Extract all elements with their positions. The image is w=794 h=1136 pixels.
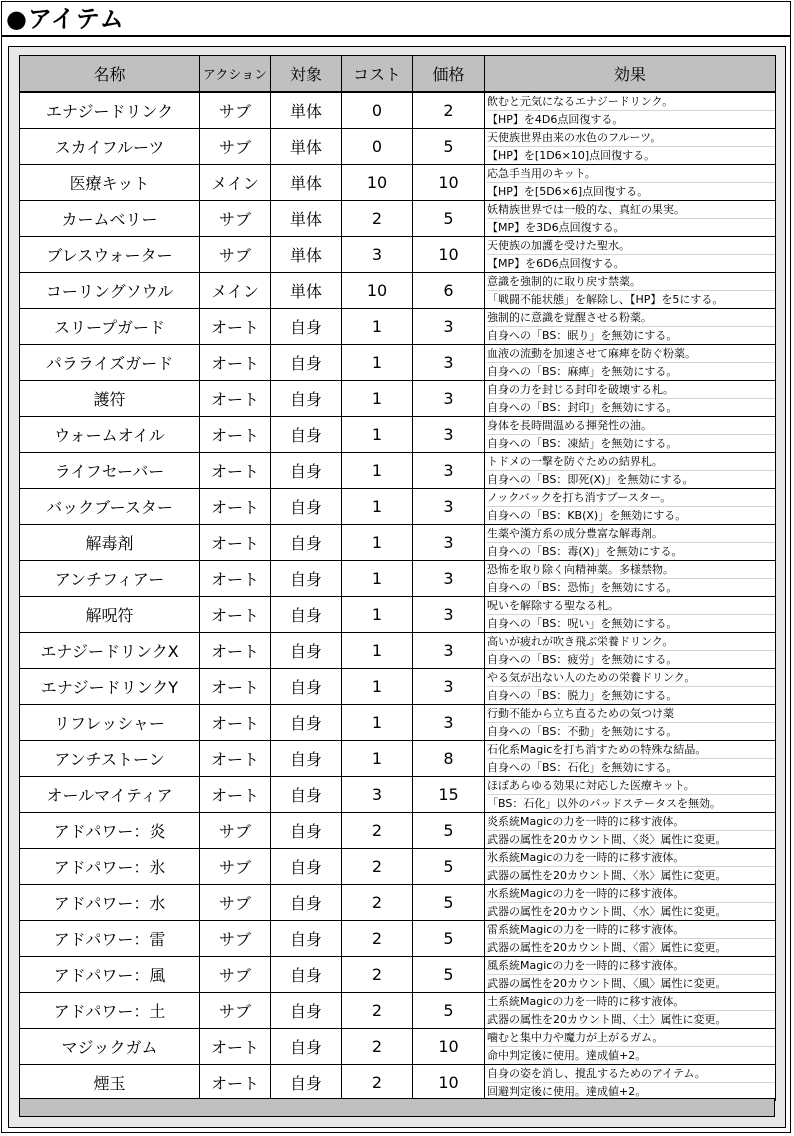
item-target-cell: 自身 xyxy=(271,417,342,453)
item-target-cell: 自身 xyxy=(271,453,342,489)
effect-line: 自身への「BS：脱力」を無効にする。 xyxy=(487,689,678,702)
item-name-cell: エナジードリンクX xyxy=(20,633,200,669)
table-footer-strip xyxy=(19,1098,775,1117)
effect-line: 自身への「BS：KB(X)」を無効にする。 xyxy=(487,509,687,522)
table-row xyxy=(20,489,776,525)
effect-line: 自身への「BS：毒(X)」を無効にする。 xyxy=(487,545,683,558)
item-cost-cell: 2 xyxy=(342,1029,413,1065)
item-cost-cell: 1 xyxy=(342,597,413,633)
item-cost-cell: 1 xyxy=(342,345,413,381)
effect-line: 強制的に意識を覚醒させる粉薬。 xyxy=(487,309,775,327)
item-effect-cell xyxy=(485,921,776,957)
item-target-cell: 自身 xyxy=(271,705,342,741)
item-name-cell: アドパワー：氷 xyxy=(20,849,200,885)
item-cost-cell: 1 xyxy=(342,489,413,525)
item-effect-cell xyxy=(485,669,776,705)
item-target-cell: 自身 xyxy=(271,1065,342,1101)
table-row xyxy=(20,885,776,921)
effect-line: 妖精族世界では一般的な、真紅の果実。 xyxy=(487,201,775,219)
item-price-cell: 5 xyxy=(413,885,485,921)
table-row xyxy=(20,633,776,669)
item-action-cell: オート xyxy=(200,1065,271,1101)
item-target-cell: 自身 xyxy=(271,741,342,777)
page-title: ●アイテム xyxy=(6,5,125,33)
item-action-cell: オート xyxy=(200,777,271,813)
item-target-cell: 単体 xyxy=(271,92,342,129)
item-price-cell: 8 xyxy=(413,741,485,777)
item-price-cell: 5 xyxy=(413,813,485,849)
effect-line: 雷系統Magicの力を一時的に移す液体。 xyxy=(487,921,775,939)
item-target-cell: 自身 xyxy=(271,597,342,633)
item-price-cell: 5 xyxy=(413,129,485,165)
item-name-cell: アドパワー：土 xyxy=(20,993,200,1029)
header-cost: コスト xyxy=(342,56,413,93)
table-row xyxy=(20,273,776,309)
item-price-cell: 3 xyxy=(413,705,485,741)
item-action-cell: オート xyxy=(200,417,271,453)
item-rows xyxy=(20,92,776,1101)
item-target-cell: 単体 xyxy=(271,165,342,201)
effect-line: 自身への「BS：呪い」を無効にする。 xyxy=(487,617,678,630)
effect-line: 生薬や漢方系の成分豊富な解毒剤。 xyxy=(487,525,775,543)
item-cost-cell: 2 xyxy=(342,885,413,921)
item-effect-cell xyxy=(485,597,776,633)
item-price-cell: 5 xyxy=(413,993,485,1029)
header-effect: 効果 xyxy=(485,56,776,93)
item-target-cell: 自身 xyxy=(271,309,342,345)
item-effect-cell xyxy=(485,381,776,417)
item-name-cell: アドパワー：風 xyxy=(20,957,200,993)
item-action-cell: サブ xyxy=(200,993,271,1029)
item-price-cell: 5 xyxy=(413,849,485,885)
effect-line: 自身への「BS：石化」を無効にする。 xyxy=(487,761,678,774)
item-effect-cell xyxy=(485,777,776,813)
effect-line: 自身の姿を消し、撹乱するためのアイテム。 xyxy=(487,1065,775,1083)
item-cost-cell: 2 xyxy=(342,849,413,885)
item-price-cell: 6 xyxy=(413,273,485,309)
table-row xyxy=(20,705,776,741)
effect-line: ノックバックを打ち消すブースター。 xyxy=(487,489,775,507)
item-price-cell: 3 xyxy=(413,669,485,705)
table-row xyxy=(20,813,776,849)
table-row xyxy=(20,92,776,129)
item-cost-cell: 2 xyxy=(342,201,413,237)
item-target-cell: 自身 xyxy=(271,885,342,921)
item-price-cell: 3 xyxy=(413,561,485,597)
effect-line: 恐怖を取り除く向精神薬。多様禁物。 xyxy=(487,561,775,579)
item-cost-cell: 1 xyxy=(342,561,413,597)
item-name-cell: バックブースター xyxy=(20,489,200,525)
effect-line: 【HP】を[5D6×6]点回復する。 xyxy=(487,185,649,198)
effect-line: 天使族の加護を受けた聖水。 xyxy=(487,237,775,255)
item-action-cell: オート xyxy=(200,489,271,525)
item-action-cell: オート xyxy=(200,525,271,561)
effect-line: 【HP】を[1D6×10]点回復する。 xyxy=(487,149,656,162)
item-target-cell: 自身 xyxy=(271,921,342,957)
effect-line: 武器の属性を20カウント間、〈氷〉属性に変更。 xyxy=(487,869,727,882)
table-row xyxy=(20,921,776,957)
effect-line: 自身への「BS：恐怖」を無効にする。 xyxy=(487,581,678,594)
item-target-cell: 単体 xyxy=(271,237,342,273)
table-row xyxy=(20,129,776,165)
title-bar xyxy=(1,1,791,37)
item-action-cell: オート xyxy=(200,309,271,345)
effect-line: 風系統Magicの力を一時的に移す液体。 xyxy=(487,957,775,975)
item-price-cell: 5 xyxy=(413,201,485,237)
item-effect-cell xyxy=(485,309,776,345)
item-effect-cell xyxy=(485,633,776,669)
effect-line: 土系統Magicの力を一時的に移す液体。 xyxy=(487,993,775,1011)
item-target-cell: 自身 xyxy=(271,777,342,813)
item-action-cell: オート xyxy=(200,705,271,741)
item-action-cell: サブ xyxy=(200,201,271,237)
item-effect-cell xyxy=(485,453,776,489)
item-price-cell: 3 xyxy=(413,633,485,669)
effect-line: 噛むと集中力や魔力が上がるガム。 xyxy=(487,1029,775,1047)
table-row xyxy=(20,525,776,561)
item-cost-cell: 2 xyxy=(342,921,413,957)
item-target-cell: 自身 xyxy=(271,381,342,417)
effect-line: 意識を強制的に取り戻す禁薬。 xyxy=(487,273,775,291)
item-action-cell: サブ xyxy=(200,921,271,957)
effect-line: 天使族世界由来の水色のフルーツ。 xyxy=(487,129,775,147)
item-price-cell: 3 xyxy=(413,525,485,561)
item-table xyxy=(19,55,776,1101)
table-row xyxy=(20,1029,776,1065)
item-name-cell: 医療キット xyxy=(20,165,200,201)
header-row xyxy=(20,56,776,93)
item-action-cell: サブ xyxy=(200,92,271,129)
effect-line: 武器の属性を20カウント間、〈雷〉属性に変更。 xyxy=(487,941,727,954)
effect-line: トドメの一撃を防ぐための結界札。 xyxy=(487,453,775,471)
item-name-cell: マジックガム xyxy=(20,1029,200,1065)
header-action: アクション xyxy=(200,56,271,93)
item-price-cell: 2 xyxy=(413,92,485,129)
item-effect-cell xyxy=(485,273,776,309)
item-effect-cell xyxy=(485,1029,776,1065)
item-cost-cell: 3 xyxy=(342,237,413,273)
item-action-cell: サブ xyxy=(200,813,271,849)
table-row xyxy=(20,597,776,633)
item-cost-cell: 10 xyxy=(342,165,413,201)
effect-line: やる気が出ない人のための栄養ドリンク。 xyxy=(487,669,775,687)
header-target: 対象 xyxy=(271,56,342,93)
item-action-cell: サブ xyxy=(200,237,271,273)
item-target-cell: 単体 xyxy=(271,129,342,165)
item-name-cell: カームベリー xyxy=(20,201,200,237)
item-target-cell: 自身 xyxy=(271,813,342,849)
effect-line: 「BS：石化」以外のバッドステータスを無効。 xyxy=(487,797,722,810)
item-effect-cell xyxy=(485,705,776,741)
effect-line: 自身への「BS：凍結」を無効にする。 xyxy=(487,437,678,450)
item-target-cell: 単体 xyxy=(271,201,342,237)
item-target-cell: 自身 xyxy=(271,525,342,561)
item-price-cell: 5 xyxy=(413,921,485,957)
header-price: 価格 xyxy=(413,56,485,93)
item-action-cell: オート xyxy=(200,741,271,777)
table-row xyxy=(20,1065,776,1101)
item-effect-cell xyxy=(485,885,776,921)
item-name-cell: リフレッシャー xyxy=(20,705,200,741)
item-effect-cell xyxy=(485,813,776,849)
effect-line: 石化系Magicを打ち消すための特殊な結晶。 xyxy=(487,741,775,759)
item-effect-cell xyxy=(485,993,776,1029)
item-name-cell: スカイフルーツ xyxy=(20,129,200,165)
item-effect-cell xyxy=(485,957,776,993)
item-price-cell: 3 xyxy=(413,453,485,489)
item-price-cell: 10 xyxy=(413,165,485,201)
effect-line: 自身への「BS：眠り」を無効にする。 xyxy=(487,329,678,342)
item-price-cell: 10 xyxy=(413,237,485,273)
effect-line: 飲むと元気になるエナジードリンク。 xyxy=(487,93,775,111)
effect-line: 行動不能から立ち直るための気つけ薬 xyxy=(487,705,775,723)
item-target-cell: 自身 xyxy=(271,561,342,597)
item-cost-cell: 10 xyxy=(342,273,413,309)
item-target-cell: 自身 xyxy=(271,993,342,1029)
item-effect-cell xyxy=(485,237,776,273)
effect-line: 「戦闘不能状態」を解除し、【HP】を5にする。 xyxy=(487,293,724,306)
table-row xyxy=(20,993,776,1029)
item-price-cell: 3 xyxy=(413,309,485,345)
item-name-cell: アドパワー：炎 xyxy=(20,813,200,849)
item-action-cell: オート xyxy=(200,453,271,489)
effect-line: 氷系統Magicの力を一時的に移す液体。 xyxy=(487,849,775,867)
effect-line: 【MP】を6D6点回復する。 xyxy=(487,257,625,270)
item-effect-cell xyxy=(485,741,776,777)
effect-line: 自身への「BS：不動」を無効にする。 xyxy=(487,725,678,738)
item-effect-cell xyxy=(485,489,776,525)
item-price-cell: 15 xyxy=(413,777,485,813)
item-name-cell: コーリングソウル xyxy=(20,273,200,309)
item-effect-cell xyxy=(485,849,776,885)
item-name-cell: アドパワー：雷 xyxy=(20,921,200,957)
item-target-cell: 自身 xyxy=(271,489,342,525)
effect-line: 武器の属性を20カウント間、〈土〉属性に変更。 xyxy=(487,1013,727,1026)
header-name: 名称 xyxy=(20,56,200,93)
item-cost-cell: 2 xyxy=(342,957,413,993)
item-cost-cell: 1 xyxy=(342,381,413,417)
table-row xyxy=(20,777,776,813)
item-cost-cell: 0 xyxy=(342,92,413,129)
item-name-cell: スリープガード xyxy=(20,309,200,345)
effect-line: 高いが疲れが吹き飛ぶ栄養ドリンク。 xyxy=(487,633,775,651)
item-effect-cell xyxy=(485,165,776,201)
item-action-cell: オート xyxy=(200,345,271,381)
item-name-cell: アンチフィアー xyxy=(20,561,200,597)
item-cost-cell: 3 xyxy=(342,777,413,813)
effect-line: 武器の属性を20カウント間、〈水〉属性に変更。 xyxy=(487,905,727,918)
item-cost-cell: 1 xyxy=(342,669,413,705)
item-action-cell: サブ xyxy=(200,885,271,921)
item-name-cell: 護符 xyxy=(20,381,200,417)
item-name-cell: エナジードリンク xyxy=(20,92,200,129)
effect-line: 自身への「BS：疲労」を無効にする。 xyxy=(487,653,678,666)
item-action-cell: サブ xyxy=(200,849,271,885)
item-cost-cell: 2 xyxy=(342,993,413,1029)
effect-line: 【HP】を4D6点回復する。 xyxy=(487,113,624,126)
effect-line: 【MP】を3D6点回復する。 xyxy=(487,221,625,234)
item-name-cell: パラライズガード xyxy=(20,345,200,381)
effect-line: 呪いを解除する聖なる札。 xyxy=(487,597,775,615)
table-row xyxy=(20,309,776,345)
item-cost-cell: 1 xyxy=(342,633,413,669)
item-name-cell: アンチストーン xyxy=(20,741,200,777)
effect-line: ほぼあらゆる効果に対応した医療キット。 xyxy=(487,777,775,795)
table-row xyxy=(20,165,776,201)
item-effect-cell xyxy=(485,525,776,561)
item-target-cell: 自身 xyxy=(271,849,342,885)
item-target-cell: 自身 xyxy=(271,1029,342,1065)
table-row xyxy=(20,381,776,417)
effect-line: 自身の力を封じる封印を破壊する札。 xyxy=(487,381,775,399)
item-price-cell: 10 xyxy=(413,1065,485,1101)
item-action-cell: オート xyxy=(200,633,271,669)
effect-line: 自身への「BS：麻痺」を無効にする。 xyxy=(487,365,678,378)
table-row xyxy=(20,345,776,381)
item-name-cell: ライフセーバー xyxy=(20,453,200,489)
effect-line: 自身への「BS：即死(X)」を無効にする。 xyxy=(487,473,694,486)
item-action-cell: オート xyxy=(200,561,271,597)
item-target-cell: 自身 xyxy=(271,345,342,381)
table-row xyxy=(20,561,776,597)
effect-line: 身体を長時間温める揮発性の油。 xyxy=(487,417,775,435)
table-row xyxy=(20,237,776,273)
item-price-cell: 10 xyxy=(413,1029,485,1065)
item-action-cell: メイン xyxy=(200,165,271,201)
item-cost-cell: 0 xyxy=(342,129,413,165)
item-effect-cell xyxy=(485,92,776,129)
item-price-cell: 3 xyxy=(413,345,485,381)
item-effect-cell xyxy=(485,417,776,453)
item-price-cell: 5 xyxy=(413,957,485,993)
item-target-cell: 自身 xyxy=(271,957,342,993)
table-row xyxy=(20,417,776,453)
item-name-cell: 解呪符 xyxy=(20,597,200,633)
item-action-cell: サブ xyxy=(200,957,271,993)
item-name-cell: 解毒剤 xyxy=(20,525,200,561)
item-cost-cell: 1 xyxy=(342,741,413,777)
effect-line: 応急手当用のキット。 xyxy=(487,165,775,183)
item-action-cell: オート xyxy=(200,597,271,633)
effect-line: 武器の属性を20カウント間、〈風〉属性に変更。 xyxy=(487,977,727,990)
item-action-cell: サブ xyxy=(200,129,271,165)
item-action-cell: オート xyxy=(200,1029,271,1065)
item-action-cell: メイン xyxy=(200,273,271,309)
item-cost-cell: 2 xyxy=(342,813,413,849)
item-name-cell: エナジードリンクY xyxy=(20,669,200,705)
item-cost-cell: 1 xyxy=(342,417,413,453)
item-name-cell: ブレスウォーター xyxy=(20,237,200,273)
table-row xyxy=(20,201,776,237)
item-name-cell: ウォームオイル xyxy=(20,417,200,453)
item-cost-cell: 1 xyxy=(342,453,413,489)
item-target-cell: 自身 xyxy=(271,669,342,705)
item-target-cell: 単体 xyxy=(271,273,342,309)
item-name-cell: アドパワー：水 xyxy=(20,885,200,921)
table-row xyxy=(20,741,776,777)
item-effect-cell xyxy=(485,561,776,597)
item-price-cell: 3 xyxy=(413,597,485,633)
item-price-cell: 3 xyxy=(413,381,485,417)
effect-line: 水系統Magicの力を一時的に移す液体。 xyxy=(487,885,775,903)
item-cost-cell: 2 xyxy=(342,1065,413,1101)
table-row xyxy=(20,957,776,993)
effect-line: 炎系統Magicの力を一時的に移す液体。 xyxy=(487,813,775,831)
table-row xyxy=(20,849,776,885)
effect-line: 命中判定後に使用。達成値+2。 xyxy=(487,1049,647,1062)
effect-line: 回避判定後に使用。達成値+2。 xyxy=(487,1085,647,1098)
item-name-cell: 煙玉 xyxy=(20,1065,200,1101)
item-cost-cell: 1 xyxy=(342,525,413,561)
item-effect-cell xyxy=(485,1065,776,1101)
item-price-cell: 3 xyxy=(413,417,485,453)
item-cost-cell: 1 xyxy=(342,705,413,741)
item-price-cell: 3 xyxy=(413,489,485,525)
table-row xyxy=(20,669,776,705)
item-effect-cell xyxy=(485,345,776,381)
item-cost-cell: 1 xyxy=(342,309,413,345)
item-effect-cell xyxy=(485,129,776,165)
effect-line: 自身への「BS：封印」を無効にする。 xyxy=(487,401,678,414)
item-effect-cell xyxy=(485,201,776,237)
item-name-cell: オールマイティア xyxy=(20,777,200,813)
effect-line: 武器の属性を20カウント間、〈炎〉属性に変更。 xyxy=(487,833,727,846)
effect-line: 血液の流動を加速させて麻痺を防ぐ粉薬。 xyxy=(487,345,775,363)
item-action-cell: オート xyxy=(200,669,271,705)
table-row xyxy=(20,453,776,489)
item-action-cell: オート xyxy=(200,381,271,417)
item-target-cell: 自身 xyxy=(271,633,342,669)
